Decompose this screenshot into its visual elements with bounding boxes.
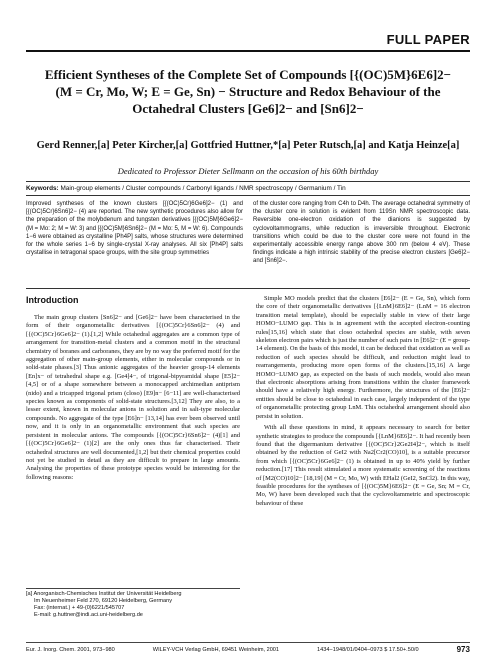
footnote-line: Fax: (internat.) + 49-(0)6221/545707 [34, 605, 125, 611]
footnote-email: E-mail: g.huttner@indi.aci.uni-heidelberg.de [34, 612, 143, 618]
abstract [26, 200, 470, 289]
body-left-column [26, 295, 240, 635]
publisher-line: WILEY-VCH Verlag GmbH, 69451 Weinheim, 2001 [152, 646, 280, 653]
abstract-left-column: Improved syntheses of the known clusters [{(OC)5Cr}6Ge6]2− (1) and [{(OC)5Cr}6Sn6]2− (4) are reported. The new synthetic procedures also allow for the preparation of the molybdenum and tungsten derivatives [{(OC)5M}6Ge6]2− (M = Mo: 2; M = W: 3) and [{(OC)5M}6Sn6]2− (M = Mo: 5, M = W: 6). Compounds 1−6 were obtained as crystalline [Ph4P] salts, whose structures were determined for the whole series 1−6 by single-crystal X-ray analyses. All six [Ph4P] salts crystallise in tetragonal space groups, with the site group symmetries [26, 201, 243, 257]
introduction-heading: Introduction [26, 295, 79, 305]
body-right-column [256, 295, 470, 635]
page-footer [26, 642, 470, 654]
author-list: Gerd Renner,[a] Peter Kircher,[a] Gottfried Huttner,*[a] Peter Rutsch,[a] and Katja Heinze[a] [36, 140, 460, 151]
footnote-marker: [a] [26, 591, 33, 597]
keywords-label: Keywords: [26, 185, 59, 192]
section-label: FULL PAPER [386, 32, 470, 47]
footnote-line: Im Neuenheimer Feld 270, 69120 Heidelberg, Germany [34, 598, 173, 604]
abstract-right-column: of the cluster core ranging from C4h to D4h. The average octahedral symmetry of the cluster core in solution is evident from 119Sn NMR spectroscopic data. Reversible one-electron oxidation of the dianions is suggested by cyclovoltammograms, while reduction is irreversible throughout. Electronic transitions which could be due to the cluster core were not found in the experimentally accessible energy range above 300 nm (below 4 eV). These findings indicate a high intrinsic stability of the precise electron clusters [Ge6]2− and [Sn6]2−. [253, 201, 470, 265]
journal-citation: Eur. J. Inorg. Chem. 2001, 973−980 [26, 646, 115, 653]
body-paragraph: With all these questions in mind, it appears necessary to search for better synthetic strategies to produce the compounds [{LnM}6E6]2−. It had recently been found that the digermanium derivative [{(OC)5Cr}2Ge2I4]2−, which is itself obtained by the reduction of GeI2 with Na2[Cr2(CO)10], is a suitable precursor from which [{(OC)5Cr}6Ge6]2− (1) is obtained in up to 40% yield by further reduction.[17] This result stimulated a more systematic screening of the reactions of [M2(CO)10]2− [18,19] (M = Cr, Mo, W) with EHal2 (GeI2, SnCl2). In this way, feasible procedures for the syntheses of [{(OC)5M}6E6]2− (E = Ge, Sn; M = Cr, Mo, W) have been developed such that the cyclovoltammetric and spectroscopic behaviour of these [256, 424, 470, 507]
dedication: Dedicated to Professor Dieter Sellmann on the occasion of his 60th birthday [117, 166, 379, 176]
page-header [26, 28, 470, 52]
page-number: 973 [456, 645, 470, 654]
footnote-line: Anorganisch-Chemisches Institut der Universität Heidelberg [33, 591, 182, 597]
paper-title: Efficient Syntheses of the Complete Set of Compounds [{(OC)5M}6E6]2− (M = Cr, Mo, W; E = Ge, Sn) − Structure and Redox Behaviour of the Octahedral Clusters [Ge6]2− and [Sn6]2− [44, 67, 452, 116]
keywords-text: Main-group elements / Cluster compounds / Carbonyl ligands / NMR spectroscopy / Germanium / Tin [60, 185, 346, 192]
body-paragraph: The main group clusters [Sn6]2− and [Ge6]2− have been characterised in the form of their organometallic derivatives [{(OC)5Cr}6Sn6]2− (4) and [{(OC)5Cr}6Ge6]2− (1).[1,2] While octahedral aggregates are a common type of arrangement for transition-metal clusters and a common motif in the structural chemistry of boranes and carboranes, they are by no way the preferred motif for the aggregation of other main-group elements, either in molecular compounds or in solid-state phases.[3] Thus anionic aggregates of the heavier group-14 elements [En]x− of tetrahedral shape e.g. [Ge4]4−, of trigonal-bipyramidal shape [E5]2− [4,5] or of a shape somewhere between a monocapped archimedian antiprism (nido) and a tricapped trigonal prism (closo) [E9]n− [6−11] are well-characterised species known as components of solid-state structures.[3,12] They are also, to a lesser extent, known in molecular anions in solution and in salt-type molecular compounds. No aggregate of the type [E6]n− [13,14] has ever been observed until now, and it is only in an organometallic environment that such species are persistent in molecular anions. The compounds [{(OC)5Cr}6Sn6]2− (4)[1] and [{(OC)5Cr}6Ge6]2− (1)[2] are the only ones thus far characterised. Their octahedral structures are well documented,[1,2] but their chemical properties could not yet be studied in detail as they are difficult to prepare in large amounts. Analysing the properties of these prototype species would be interesting for the following reasons: [26, 314, 240, 481]
issn-line: 1434−1948/01/0404−0973 $ 17.50+.50/0 [317, 646, 419, 653]
affiliation-footnote [26, 588, 240, 619]
body-paragraph: Simple MO models predict that the clusters [E6]2− (E = Ge, Sn), which form the core of their organometallic derivatives [{LnM}6E6]2− (LnM = 16 electron transition metal template), should be especially stable in view of their large HOMO−LUMO gap. This is in agreement with the accepted electron-counting rules[15,16] which state that closo octahedral species are stable, with seven skeleton electron pairs which is just the number of such pairs in [E6]2− (E = group-14 element). On the basis of this model, it can be deduced that oxidation as well as reduction of such species should be difficult, and reduction might lead to rearrangements, producing more open forms of the clusters.[15,16] A large HOMO−LUMO gap, as expected on the basis of such models, would also mean that electronic absorptions arising from transitions within the cluster framework should have a relatively high energy. Furthermore, the structures of the [E6]2− entities should be close to octahedral in each case, largely independent of the type of organometallic protecting group LnM. This octahedral arrangement should also persist in solution. [256, 295, 470, 420]
keywords-bar [26, 181, 470, 196]
